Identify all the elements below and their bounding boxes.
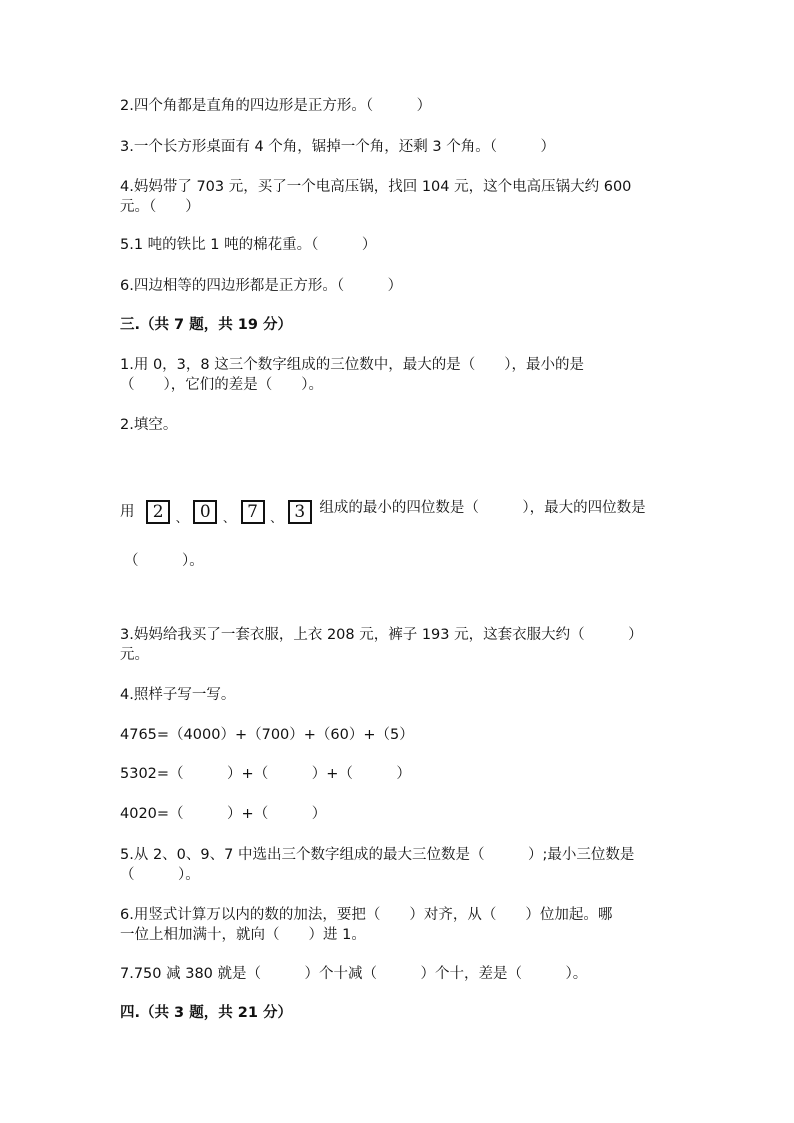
digit-cards-row (120, 496, 646, 524)
digit-row-prefix: 用 (120, 504, 135, 520)
digit-card-7: 7 (241, 500, 265, 524)
judge-item-6: 6.四边相等的四边形都是正方形。（ ） (120, 278, 403, 294)
fill-item-2: 2.填空。 (120, 417, 178, 433)
fill-item-6-line1: 6.用竖式计算万以内的数的加法，要把（ ）对齐，从（ ）位加起。哪 (120, 907, 613, 923)
digit-card-3: 3 (288, 500, 312, 524)
section-4-heading: 四.（共 3 题，共 21 分） (120, 1005, 292, 1021)
fill-item-1-line1: 1.用 0，3，8 这三个数字组成的三位数中，最大的是（ ），最小的是 (120, 357, 584, 373)
judge-item-3: 3.一个长方形桌面有 4 个角，锯掉一个角，还剩 3 个角。（ ） (120, 139, 555, 155)
fill-item-5-line2: （ ）。 (120, 867, 200, 883)
digit-card-0: 0 (193, 500, 217, 524)
fill-item-4-line2: 4020=（ ）+（ ） (120, 806, 327, 822)
separator: 、 (270, 511, 283, 525)
fill-item-5-line1: 5.从 2、0、9、7 中选出三个数字组成的最大三位数是（ ）;最小三位数是 (120, 847, 635, 863)
fill-item-4: 4.照样子写一写。 (120, 687, 236, 703)
fill-item-1-line2: （ ），它们的差是（ ）。 (120, 377, 323, 393)
fill-item-4-line1: 5302=（ ）+（ ）+（ ） (120, 766, 411, 782)
fill-item-7: 7.750 减 380 就是（ ）个十减（ ）个十，差是（ ）。 (120, 966, 588, 982)
judge-item-4-line2: 元。（ ） (120, 199, 200, 215)
fill-item-6-line2: 一位上相加满十，就向（ ）进 1。 (120, 927, 366, 943)
judge-item-5: 5.1 吨的铁比 1 吨的棉花重。（ ） (120, 237, 377, 253)
separator: 、 (222, 511, 235, 525)
digit-card-2: 2 (146, 500, 170, 524)
separator: 、 (175, 511, 188, 525)
digit-row-text: 组成的最小的四位数是（ ），最大的四位数是 (319, 500, 646, 516)
judge-item-2: 2.四个角都是直角的四边形是正方形。（ ） (120, 98, 432, 114)
fill-item-3-line1: 3.妈妈给我买了一套衣服，上衣 208 元，裤子 193 元，这套衣服大约（ ） (120, 627, 643, 643)
fill-item-4-example: 4765=（4000）+（700）+（60）+（5） (120, 727, 414, 743)
judge-item-4-line1: 4.妈妈带了 703 元，买了一个电高压锅，找回 104 元，这个电高压锅大约 600 (120, 179, 632, 195)
fill-item-2-blank: （ ）。 (124, 553, 204, 569)
section-3-heading: 三.（共 7 题，共 19 分） (120, 317, 292, 333)
fill-item-3-line2: 元。 (120, 647, 149, 663)
